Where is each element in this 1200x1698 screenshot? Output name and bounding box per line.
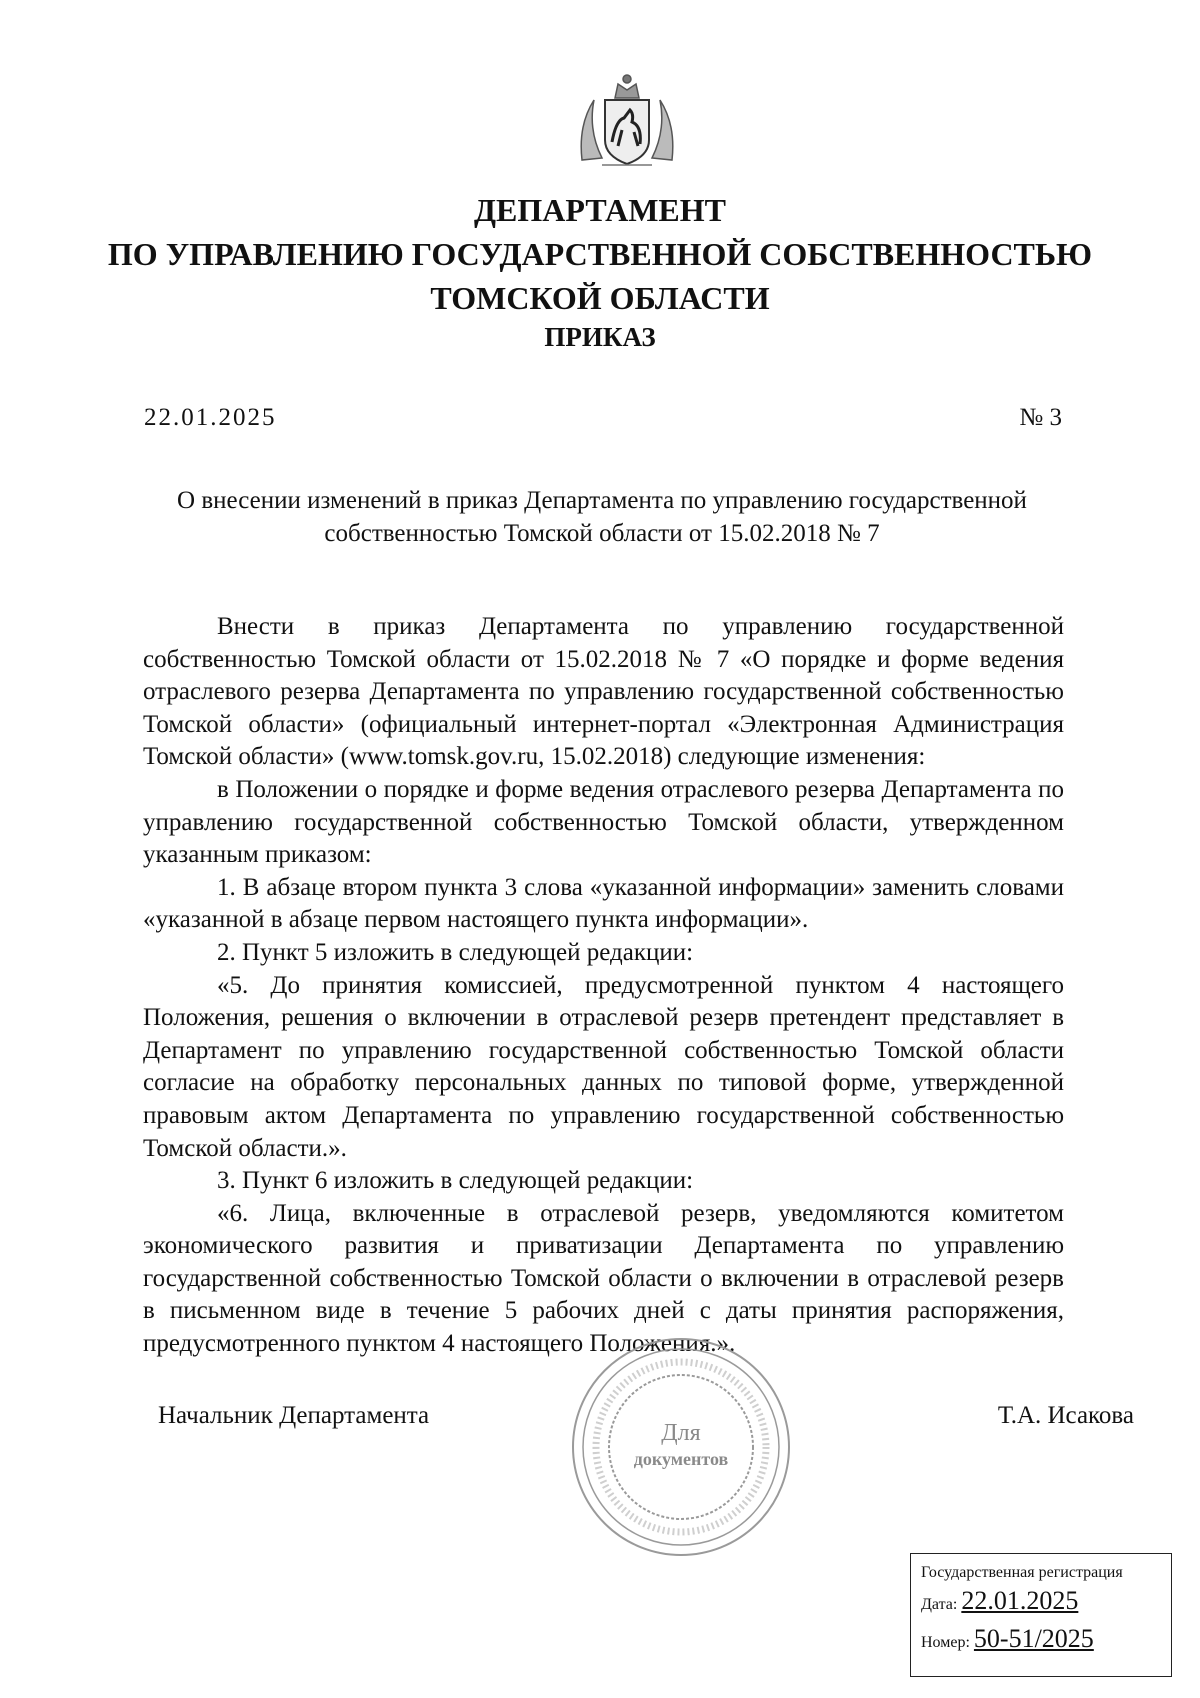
registration-box (910, 1553, 1172, 1677)
title-line-2: собственностью Томской области от 15.02.2018 № 7 (324, 520, 880, 547)
stamp-text-2: документов (633, 1449, 729, 1469)
header-line-1: ДЕПАРТАМЕНТ (474, 192, 726, 228)
title-line-1: О внесении изменений в приказ Департамента по управлению государственной (177, 487, 1027, 514)
registration-date-value: 22.01.2025 (961, 1586, 1079, 1615)
order-title (140, 484, 1064, 550)
stamp-text-1: Для (661, 1420, 701, 1446)
header-line-3: ТОМСКОЙ ОБЛАСТИ (430, 280, 770, 316)
registration-number-value: 50-51/2025 (973, 1624, 1094, 1653)
registration-title: Государственная регистрация (921, 1564, 1123, 1581)
signatory-position: Начальник Департамента (158, 1402, 430, 1429)
registration-number-label: Номер: (921, 1634, 970, 1651)
body-paragraph: 1. В абзаце втором пункта 3 слова «указанной информации» заменить словами «указанной в абзаце первом настоящего пункта информации». (143, 873, 1064, 934)
body-paragraph: Внести в приказ Департамента по управлению государственной собственностью Томской области от 15.02.2018 № 7 «О порядке и форме ведения отраслевого резерва Департамента по управлению государственной собственностью Томской области» (официальный интернет-портал «Электронная Администрация Томской области» (www.tomsk.gov.ru, 15.02.2018) следующие изменения: (143, 613, 1064, 771)
body-paragraph: «6. Лица, включенные в отраслевой резерв, уведомляются комитетом экономического развития и приватизации Департамента по управлению государственной собственностью Томской области о включении в отраслевой резерв в письменном виде в течение 5 рабочих дней с даты принятия распоряжения, предусмотренного пунктом 4 настоящего Положения.». (143, 1199, 1064, 1358)
document-type: ПРИКАЗ (544, 322, 656, 352)
signatory-name: Т.А. Исакова (997, 1402, 1134, 1429)
body-paragraph: «5. До принятия комиссией, предусмотренной пунктом 4 настоящего Положения, решения о включении в отраслевой резерв претендент представляет в Департамент по управлению государственной собственностью Томской области согласие на обработку персональных данных по типовой форме, утвержденной правовым актом Департамента по управлению государственной собственностью Томской области.». (143, 971, 1064, 1162)
order-body (143, 611, 1064, 1361)
order-number: № 3 (1019, 404, 1062, 431)
header-line-2: ПО УПРАВЛЕНИЮ ГОСУДАРСТВЕННОЙ СОБСТВЕННОСТЬЮ (107, 236, 1093, 272)
round-seal-stamp (568, 1335, 794, 1559)
body-paragraph: 2. Пункт 5 изложить в следующей редакции: (217, 938, 694, 966)
order-date: 22.01.2025 (144, 404, 277, 431)
coat-of-arms-emblem (572, 70, 682, 170)
body-paragraph: 3. Пункт 6 изложить в следующей редакции: (217, 1167, 694, 1195)
body-paragraph: в Положении о порядке и форме ведения отраслевого резерва Департамента по управлению государственной собственностью Томской области, утвержденном указанным приказом: (143, 775, 1064, 869)
registration-date-label: Дата: (921, 1596, 958, 1613)
